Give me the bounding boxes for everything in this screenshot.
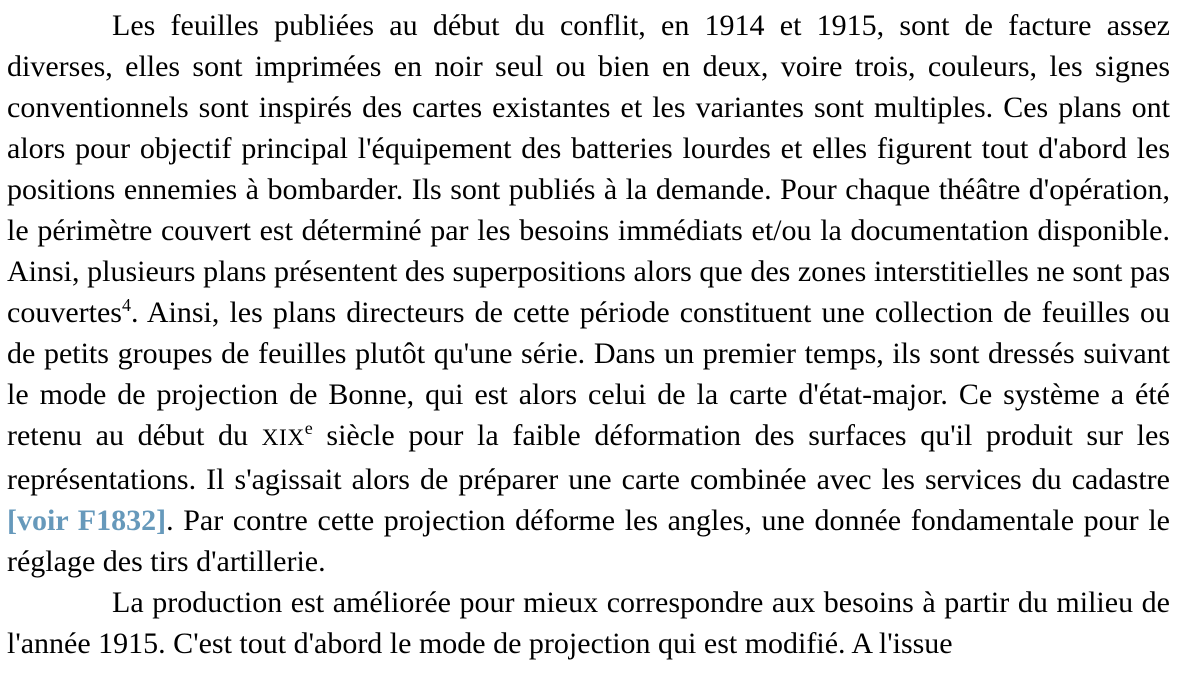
footnote-reference[interactable]: 4 — [121, 295, 131, 315]
text-run: La production est améliorée pour mieux correspondre aux besoins à partir du milieu de l'année 1915. C'est tout d'abord le mode de projection qui est modifié. A l'issue — [7, 586, 1170, 660]
roman-numeral-smallcaps: XIX — [261, 425, 305, 451]
text-run: Les feuilles publiées au début du conflit, en 1914 et 1915, sont de facture assez diverses, elles sont imprimées en noir seul ou bien en deux, voire trois, couleurs, les signes conventionnels sont inspirés des cartes existantes et les variantes sont multiples. Ces plans ont alors pour objectif principal l'équipement des batteries lourdes et elles figurent tout d'abord les positions ennemies à bombarder. Ils sont publiés à la demande. Pour chaque théâtre d'opération, le périmètre couvert est déterminé par les besoins immédiats et/ou la documentation disponible. Ainsi, plusieurs plans présentent des superpositions alors que des zones interstitielles ne sont pas couvertes — [7, 9, 1170, 329]
paragraph-1 — [7, 5, 1170, 582]
text-run: . Par contre cette projection déforme les angles, une donnée fondamentale pour le réglage des tirs d'artillerie. — [7, 504, 1170, 578]
ordinal-superscript: e — [304, 418, 313, 438]
cross-reference-link[interactable]: [voir F1832] — [7, 504, 167, 537]
paragraph-2 — [7, 582, 1170, 664]
article-body — [7, 5, 1170, 664]
text-run: siècle pour la faible déformation des surfaces qu'il produit sur les représentations. Il s'agissait alors de préparer une carte combinée avec les services du cadastre — [7, 419, 1170, 496]
text-run: . Ainsi, les plans directeurs de cette période constituent une collection de feuilles ou de petits groupes de feuilles plutôt qu'une série. Dans un premier temps, ils sont dressés suivant le mode de projection de Bonne, qui est alors celui de la carte d'état-major. Ce système a été retenu au début du — [7, 296, 1170, 452]
